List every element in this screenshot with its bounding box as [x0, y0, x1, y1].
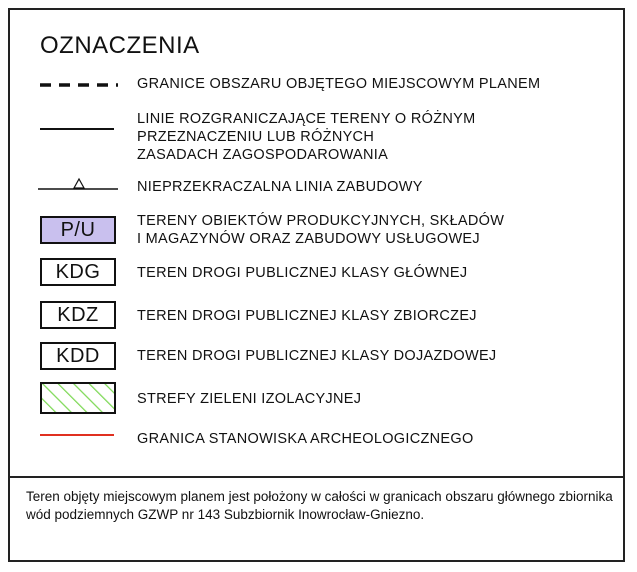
kdg-zone-code: KDG: [55, 260, 101, 283]
legend-divider: [8, 476, 625, 478]
legend-label-access-road: TEREN DROGI PUBLICZNEJ KLASY DOJAZDOWEJ: [137, 348, 497, 364]
red-line-symbol: [40, 432, 116, 438]
legend-label-demarcation-lines: LINIE ROZGRANICZAJĄCE TERENY O RÓŻNYM PRZEZNACZENIU LUB RÓŻNYCH ZASADACH ZAGOSPODAROWANIA: [137, 111, 476, 163]
kdd-zone-code: KDD: [56, 344, 100, 367]
dashed-line-symbol: [40, 80, 120, 90]
green-hatch-symbol: [40, 382, 116, 414]
footnote-text: Teren objęty miejscowym planem jest położony w całości w granicach obszaru głównego zbiornika wód podziemnych GZWP nr 143 Subzbiornik Inowrocław-Gniezno.: [26, 489, 613, 522]
pu-zone-code: P/U: [60, 218, 96, 241]
kdz-zone-box: [40, 301, 116, 329]
kdd-zone-box: [40, 342, 116, 370]
solid-line-symbol: [40, 126, 116, 132]
legend-label-main-road: TEREN DROGI PUBLICZNEJ KLASY GŁÓWNEJ: [137, 265, 468, 281]
legend-label-archaeological-site: GRANICA STANOWISKA ARCHEOLOGICZNEGO: [137, 431, 474, 447]
pu-zone-box: [40, 216, 116, 244]
legend-label-green-buffer: STREFY ZIELENI IZOLACYJNEJ: [137, 391, 362, 407]
building-line-symbol: [38, 176, 120, 192]
legend-label-production-zone: TERENY OBIEKTÓW PRODUKCYJNYCH, SKŁADÓW I MAGAZYNÓW ORAZ ZABUDOWY USŁUGOWEJ: [137, 213, 505, 247]
legend-label-plan-boundary: GRANICE OBSZARU OBJĘTEGO MIEJSCOWYM PLANEM: [137, 76, 541, 92]
kdz-zone-code: KDZ: [57, 303, 99, 326]
legend-label-building-line: NIEPRZEKRACZALNA LINIA ZABUDOWY: [137, 179, 423, 195]
legend-title: OZNACZENIA: [40, 32, 200, 59]
kdg-zone-box: [40, 258, 116, 286]
legend-label-collector-road: TEREN DROGI PUBLICZNEJ KLASY ZBIORCZEJ: [137, 308, 477, 324]
